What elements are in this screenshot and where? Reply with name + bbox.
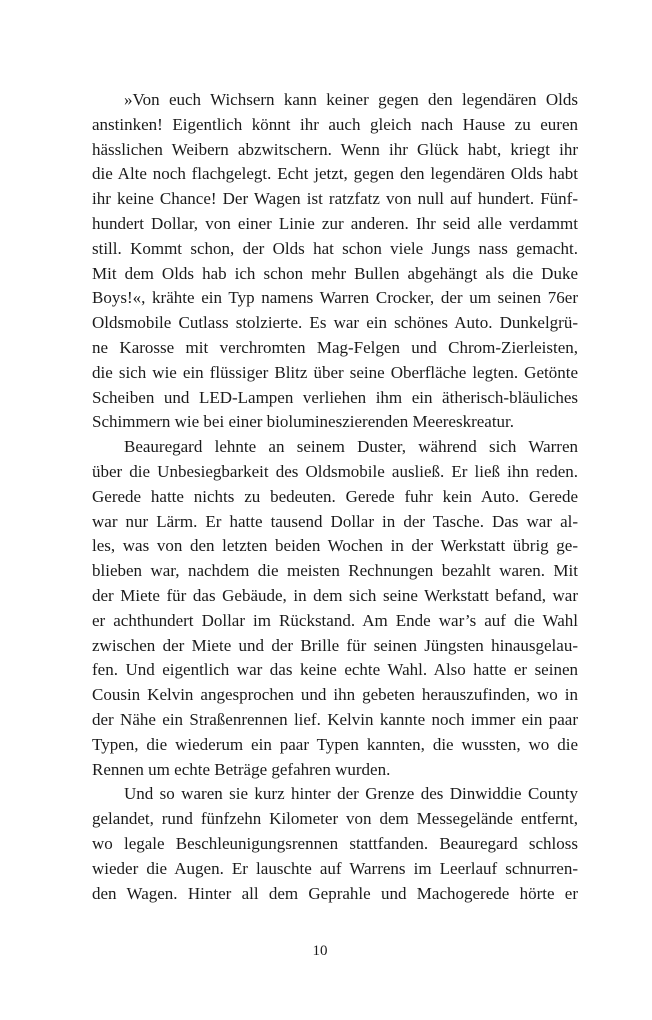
- text-line: »Von euch Wichsern kann keiner gegen den legendären Olds: [124, 90, 578, 109]
- text-line: die sich wie ein flüssiger Blitz über seine Oberfläche legten. Getönte: [92, 362, 578, 382]
- text-line: war nur Lärm. Er hatte tausend Dollar in der Tasche. Das war al-: [92, 511, 578, 531]
- text-block: [92, 88, 578, 906]
- text-line: Mit dem Olds hab ich schon mehr Bullen abgehängt als die Duke: [92, 263, 578, 283]
- text-line: Boys!«, krähte ein Typ namens Warren Crocker, der um seinen 76er: [92, 288, 578, 308]
- text-line: der Miete für das Gebäude, in dem sich seine Werkstatt befand, war: [92, 585, 578, 605]
- text-line: Rennen um echte Beträge gefahren wurden.: [92, 759, 391, 779]
- text-line: wieder die Augen. Er lauschte auf Warrens im Leerlauf schnurren-: [92, 858, 578, 878]
- text-line: Cousin Kelvin angesprochen und ihn gebeten herauszufinden, wo in: [92, 685, 578, 705]
- text-line: den Wagen. Hinter all dem Geprahle und Machogerede hörte er: [92, 883, 578, 903]
- paragraph: [92, 435, 578, 782]
- text-line: Und so waren sie kurz hinter der Grenze des Dinwiddie County: [124, 784, 578, 804]
- text-line: Typen, die wiederum ein paar Typen kannten, die wussten, wo die: [92, 734, 578, 754]
- text-line: les, was von den letzten beiden Wochen in der Werkstatt übrig ge-: [92, 536, 578, 556]
- text-line: über die Unbesiegbarkeit des Oldsmobile ausließ. Er ließ ihn reden.: [92, 461, 578, 481]
- paragraph: [92, 88, 578, 435]
- text-line: Beauregard lehnte an seinem Duster, während sich Warren: [124, 437, 578, 457]
- text-line: fen. Und eigentlich war das keine echte Wahl. Also hatte er seinen: [92, 660, 578, 680]
- text-line: wo legale Beschleunigungsrennen stattfanden. Beauregard schloss: [92, 833, 578, 853]
- text-line: still. Kommt schon, der Olds hat schon viele Jungs nass gemacht.: [92, 238, 578, 258]
- page-number: 10: [312, 943, 328, 959]
- text-line: gelandet, rund fünfzehn Kilometer von dem Messegelände entfernt,: [92, 809, 578, 829]
- text-line: Gerede hatte nichts zu bedeuten. Gerede fuhr kein Auto. Gerede: [92, 486, 578, 506]
- text-line: ne Karosse mit verchromten Mag-Felgen und Chrom-Zierleisten,: [92, 337, 578, 357]
- paragraph: [92, 782, 578, 906]
- text-line: Scheiben und LED-Lampen verliehen ihm ein ätherisch-bläuliches: [92, 387, 578, 407]
- text-line: der Nähe ein Straßenrennen lief. Kelvin kannte noch immer ein paar: [92, 709, 578, 729]
- text-line: die Alte noch flachgelegt. Echt jetzt, gegen den legendären Olds habt: [92, 164, 578, 184]
- text-line: er achthundert Dollar im Rückstand. Am Ende war’s auf die Wahl: [92, 610, 578, 630]
- text-line: zwischen der Miete und der Brille für seinen Jüngsten hinausgelau-: [92, 635, 578, 655]
- text-line: hundert Dollar, von einer Linie zur anderen. Ihr seid alle verdammt: [92, 213, 578, 233]
- text-line: hässlichen Weibern abzwitschern. Wenn ihr Glück habt, kriegt ihr: [92, 139, 578, 159]
- text-line: blieben war, nachdem die meisten Rechnungen bezahlt waren. Mit: [92, 561, 578, 581]
- text-line: ihr keine Chance! Der Wagen ist ratzfatz von null auf hundert. Fünf-: [92, 189, 578, 209]
- text-line: Oldsmobile Cutlass stolzierte. Es war ein schönes Auto. Dunkelgrü-: [92, 313, 578, 333]
- text-line: anstinken! Eigentlich könnt ihr auch gleich nach Hause zu euren: [92, 114, 578, 134]
- text-line: Schimmern wie bei einer biolumineszierenden Meereskreatur.: [92, 412, 515, 432]
